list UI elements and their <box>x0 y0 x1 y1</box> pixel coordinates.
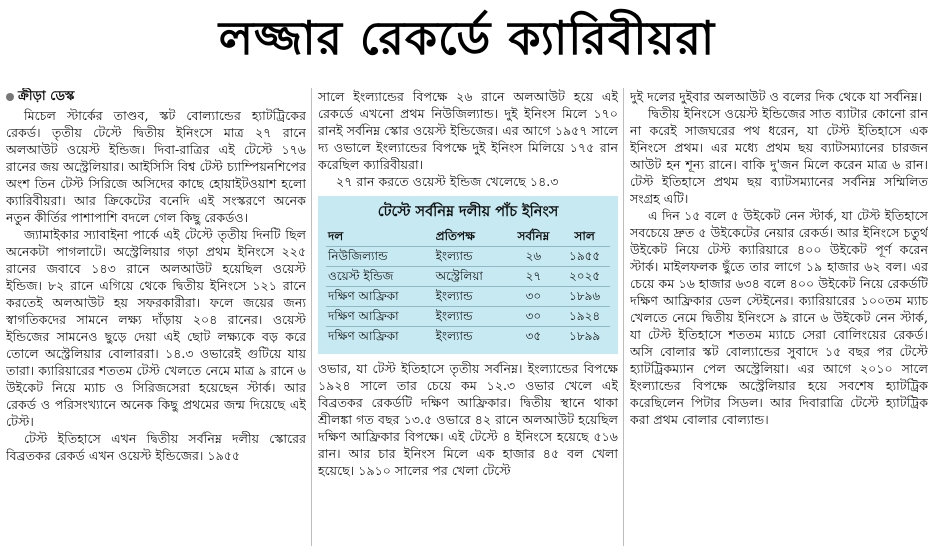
table-row <box>326 327 610 347</box>
cell-year: ১৮৯৯ <box>559 327 610 347</box>
cell-lowest: ৩০ <box>508 287 560 307</box>
column-divider <box>311 88 312 546</box>
cell-year: ১৮৯৬ <box>559 287 610 307</box>
byline <box>6 88 306 105</box>
cell-lowest: ৩৫ <box>508 327 560 347</box>
paragraph: দ্বিতীয় ইনিংসে ওয়েস্ট ইন্ডিজের সাত ব্যাটার কোনো রান না করেই সাজঘরের পথ ধরেন, যা টেস্ট ইতিহাসে এক ইনিংসে প্রথম। এর মধ্যে প্রথম ছয় ব্যাটসম্যানের চারজন আউট হন শূন্য রানে। বাকি দু'জন মিলে করেন মাত্র ৬ রান। টেস্ট ইতিহাসে প্রথম ছয় ব্যাটসম্যানের সর্বনিম্ন সম্মিলিত সংগ্রহ এটি। <box>630 106 928 206</box>
paragraph: ওভার, যা টেস্ট ইতিহাসে তৃতীয় সর্বনিম্ন। ইংল্যান্ডের বিপক্ষে ১৯২৪ সালে তার চেয়ে কম ১২.৩ ওভার খেলে এই বিব্রতকর রেকর্ডটি দক্ষিণ আফ্রিকার। দ্বিতীয় স্থানে থাকা শ্রীলঙ্কা গত বছর ১৩.৫ ওভারে ৪২ রানে অলআউট হয়েছিল দক্ষিণ আফ্রিকার বিপক্ষে। এই টেস্টে ৪ ইনিংসে হয়েছে ৫১৬ রান। আর চার ইনিংস মিলে এক হাজার ৪৫ বল খেলা হয়েছে। ১৯১০ সালের পর খেলা টেস্টে <box>318 361 618 478</box>
byline-text: ক্রীড়া ডেস্ক <box>18 89 75 104</box>
cell-opponent: ইংল্যান্ড <box>434 327 508 347</box>
cell-opponent: অস্ট্রেলিয়া <box>434 267 508 287</box>
cell-lowest: ২৬ <box>508 247 560 267</box>
cell-year: ২০২৫ <box>559 267 610 287</box>
cell-team: নিউজিল্যান্ড <box>326 247 434 267</box>
cell-team: দক্ষিণ আফ্রিকা <box>326 307 434 327</box>
article-column-1 <box>6 88 306 548</box>
table-row <box>326 247 610 267</box>
cell-team: ওয়েস্ট ইন্ডিজ <box>326 267 434 287</box>
cell-opponent: ইংল্যান্ড <box>434 307 508 327</box>
cell-opponent: ইংল্যান্ড <box>434 287 508 307</box>
paragraph: ২৭ রান করতে ওয়েস্ট ইন্ডিজ খেলেছে ১৪.৩ <box>336 174 559 189</box>
paragraph: জ্যামাইকার স্যাবাইনা পার্কে এই টেস্টে তৃতীয় দিনটি ছিল অনেকটা পাগলাটে। অস্ট্রেলিয়ার গড়া প্রথম ইনিংসে ২২৫ রানের জবাবে ১৪৩ রানে অলআউট হয়েছিল ওয়েস্ট ইন্ডিজ। ৮২ রানে এগিয়ে থেকে দ্বিতীয় ইনিংসে ১২১ রানে করতেই অলআউট হয় সফরকারীরা। ফলে জয়ের জন্য স্বাগতিকদের সামনে লক্ষ্য দাঁড়ায় ২০৪ রানের। ওয়েস্ট ইন্ডিজের সামনেও ছুড়ে দেয়া এই ছোট লক্ষ্যকে বড় করে তোলে অস্ট্রেলিয়ার বোলাররা। ১৪.৩ ওভারেই গুটিয়ে যায় তারা। ক্যারিয়ারের শততম টেস্ট খেলতে নেমে মাত্র ৯ রানে ৬ উইকেট নিয়ে ম্যাচ ও সিরিজসেরা হয়েছেন স্টার্ক। আর রেকর্ড ও পরিসংখ্যানে অনেক কিছু প্রথমের জন্ম দিয়েছে এই টেস্ট। <box>6 227 306 429</box>
cell-lowest: ৩০ <box>508 307 560 327</box>
table-row <box>326 287 610 307</box>
cell-opponent: ইংল্যান্ড <box>434 247 508 267</box>
header-lowest: সর্বনিম্ন <box>517 229 550 243</box>
cell-year: ১৯২৪ <box>559 307 610 327</box>
stats-box <box>318 196 618 354</box>
header-year: সাল <box>574 229 595 243</box>
stats-header-row <box>326 227 610 247</box>
column-divider <box>623 88 624 546</box>
cell-team: দক্ষিণ আফ্রিকা <box>326 327 434 347</box>
paragraph: মিচেল স্টার্কের তাণ্ডব, স্কট বোল্যান্ডের হ্যাটট্রিকের রেকর্ড। তৃতীয় টেস্টে দ্বিতীয় ইনিংসে মাত্র ২৭ রানে অলআউট ওয়েস্ট ইন্ডিজ। দিবা-রাত্রির এই টেস্টে ১৭৬ রানের জয় অস্ট্রেলিয়ার। আইসিসি বিশ্ব টেস্ট চ্যাম্পিয়নশিপের অংশ তিন টেস্ট সিরিজে অসিদের কাছে হোয়াইটওয়াশ হলো ক্যারিবীয়রা। আর ক্রিকেটের বনেদি এই সংস্করণে অনেক নতুন কীর্তির পাশাপাশি বদলে গেল কিছু রেকর্ডও। <box>6 108 306 225</box>
table-row <box>326 267 610 287</box>
paragraph: এ দিন ১৫ বলে ৫ উইকেট নেন স্টার্ক, যা টেস্ট ইতিহাসে সবচেয়ে দ্রুত ৫ উইকেটের নেয়ার রেকর্ড। আর ইনিংসে চতুর্থ উইকেট নিয়ে টেস্ট ক্যারিয়ারে ৪০০ উইকেট পূর্ণ করেন স্টার্ক। মাইলফলক ছুঁতে তার লাগে ১৯ হাজার ৬২ বল। এর চেয়ে কম ১৬ হাজার ৬৩৪ বলে ৪০০ উইকেট নিয়ে রেকর্ডটি দক্ষিণ আফ্রিকার ডেল স্টেইনের। ক্যারিয়ারের ১০০তম ম্যাচ খেলতে নেমে দ্বিতীয় ইনিংসে ৯ রানে ৬ উইকেট নেন স্টার্ক, যা টেস্ট ইতিহাসে শততম ম্যাচে সেরা বোলিংয়ের রেকর্ড। অসি বোলার স্কট বোল্যান্ডের সুবাদে ১৫ বছর পর টেস্টে হ্যাটট্রিকম্যান পেল অস্ট্রেলিয়া। এর আগে ২০১০ সালে ইংল্যান্ডের বিপক্ষে অস্ট্রেলিয়ার হয়ে সবশেষ হ্যাটট্রিক করেছিলেন পিটার সিডল। আর দিবারাত্রি টেস্টে হ্যাটট্রিক করা প্রথম বোলার বোল্যান্ড। <box>630 208 928 427</box>
cell-lowest: ২৭ <box>508 267 560 287</box>
paragraph: সালে ইংল্যান্ডের বিপক্ষে ২৬ রানে অলআউট হয়ে এই রেকর্ডে এখনো প্রথম নিউজিল্যান্ড। দুই ইনিংস মিলে ১৭০ রানই সর্বনিম্ন স্কোর ওয়েস্ট ইন্ডিজের। এর আগে ১৯৫৭ সালে দ্য ওভালে ইংল্যান্ডের বিপক্ষে দুই ইনিংস মিলিয়ে ১৭৫ রান করেছিল ক্যারিবীয়রা। <box>318 89 618 172</box>
article-column-3 <box>630 88 928 548</box>
paragraph: দুই দলের দুইবার অলআউট ও বলের দিক থেকে যা সর্বনিম্ন। <box>630 89 923 104</box>
cell-team: দক্ষিণ আফ্রিকা <box>326 287 434 307</box>
paragraph: টেস্ট ইতিহাসে এখন দ্বিতীয় সর্বনিম্ন দলীয় স্কোরের বিব্রতকর রেকর্ড এখন ওয়েস্ট ইন্ডিজের। ১৯৫৫ <box>6 431 306 463</box>
bullet-icon <box>6 93 14 101</box>
header-opponent: প্রতিপক্ষ <box>435 229 475 243</box>
stats-title: টেস্টে সর্বনিম্ন দলীয় পাঁচ ইনিংস <box>377 204 559 220</box>
cell-year: ১৯৫৫ <box>559 247 610 267</box>
article-column-2 <box>318 88 618 548</box>
headline: লজ্জার রেকর্ডে ক্যারিবীয়রা <box>218 11 716 65</box>
header-team: দল <box>328 229 344 243</box>
table-row <box>326 307 610 327</box>
stats-table <box>326 227 610 346</box>
